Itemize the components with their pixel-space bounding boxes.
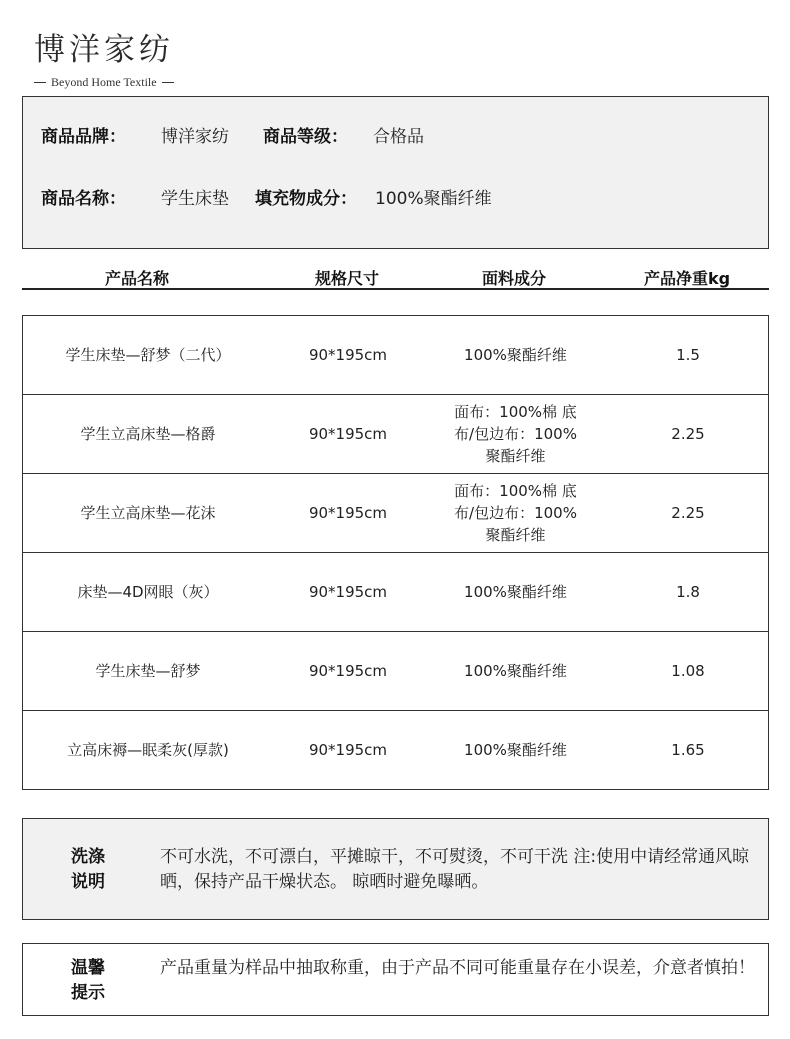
reminder-text: 产品重量为样品中抽取称重，由于产品不同可能重量存在小误差，介意者慎拍！ xyxy=(160,958,755,978)
brand-label: 商品品牌： xyxy=(41,127,126,147)
wash-instructions-box xyxy=(22,818,769,920)
cell-fabric: 100%聚酯纤维 xyxy=(464,741,567,759)
cell-fabric: 面布：100%棉 底 布/包边布：100% 聚酯纤维 xyxy=(454,482,577,544)
cell-product-name: 学生立高床垫—格爵 xyxy=(80,425,216,443)
cell-size: 90*195cm xyxy=(308,741,388,759)
table-row xyxy=(23,395,768,474)
brand-logo-en xyxy=(34,75,234,90)
table-row xyxy=(23,711,768,790)
brand-logo xyxy=(34,24,234,90)
cell-fabric: 面布：100%棉 底 布/包边布：100% 聚酯纤维 xyxy=(454,403,577,465)
info-row-brand-grade xyxy=(41,122,424,147)
header-product-name: 产品名称 xyxy=(104,269,169,288)
cell-weight: 1.8 xyxy=(676,583,700,601)
cell-fabric: 100%聚酯纤维 xyxy=(464,346,567,364)
cell-weight: 1.65 xyxy=(671,741,705,759)
cell-size: 90*195cm xyxy=(308,346,388,364)
name-label: 商品名称： xyxy=(41,189,126,209)
cell-size: 90*195cm xyxy=(308,504,388,522)
info-row-name-fill xyxy=(41,184,492,209)
product-table xyxy=(22,315,769,790)
table-row xyxy=(23,632,768,711)
brand-logo-en-text: Beyond Home Textile xyxy=(51,75,157,89)
wash-title: 洗涤 说明 xyxy=(71,847,105,892)
table-row xyxy=(23,474,768,553)
cell-weight: 1.5 xyxy=(676,346,700,364)
logo-dash-left xyxy=(34,82,46,83)
header-size: 规格尺寸 xyxy=(314,269,379,288)
cell-product-name: 学生床垫—舒梦（二代） xyxy=(65,346,231,364)
grade-label: 商品等级： xyxy=(263,127,348,147)
name-value: 学生床垫 xyxy=(161,189,229,209)
fill-label: 填充物成分： xyxy=(255,189,357,209)
cell-size: 90*195cm xyxy=(308,662,388,680)
cell-product-name: 学生床垫—舒梦 xyxy=(95,662,201,680)
cell-fabric: 100%聚酯纤维 xyxy=(464,662,567,680)
grade-value: 合格品 xyxy=(373,127,424,147)
product-info-box xyxy=(22,96,769,249)
table-row xyxy=(23,316,768,395)
cell-weight: 2.25 xyxy=(671,504,705,522)
cell-size: 90*195cm xyxy=(308,425,388,443)
cell-product-name: 立高床褥—眠柔灰(厚款) xyxy=(67,741,229,759)
cell-product-name: 床垫—4D网眼（灰） xyxy=(77,583,219,601)
brand-logo-cn: 博洋家纺 xyxy=(34,32,174,68)
cell-fabric: 100%聚酯纤维 xyxy=(464,583,567,601)
header-weight: 产品净重kg xyxy=(643,269,731,288)
reminder-title: 温馨 提示 xyxy=(71,958,105,1003)
cell-size: 90*195cm xyxy=(308,583,388,601)
table-header xyxy=(22,262,769,290)
cell-weight: 1.08 xyxy=(671,662,705,680)
reminder-box xyxy=(22,943,769,1016)
header-fabric: 面料成分 xyxy=(481,269,546,288)
cell-product-name: 学生立高床垫—花沫 xyxy=(80,504,216,522)
cell-weight: 2.25 xyxy=(671,425,705,443)
brand-value: 博洋家纺 xyxy=(161,127,229,147)
wash-text: 不可水洗，不可漂白，平摊晾干，不可熨烫，不可干洗 注:使用中请经常通风晾晒，保持产品干燥状态。 晾晒时避免曝晒。 xyxy=(160,847,750,892)
table-row xyxy=(23,553,768,632)
logo-dash-right xyxy=(162,82,174,83)
fill-value: 100%聚酯纤维 xyxy=(375,189,492,209)
